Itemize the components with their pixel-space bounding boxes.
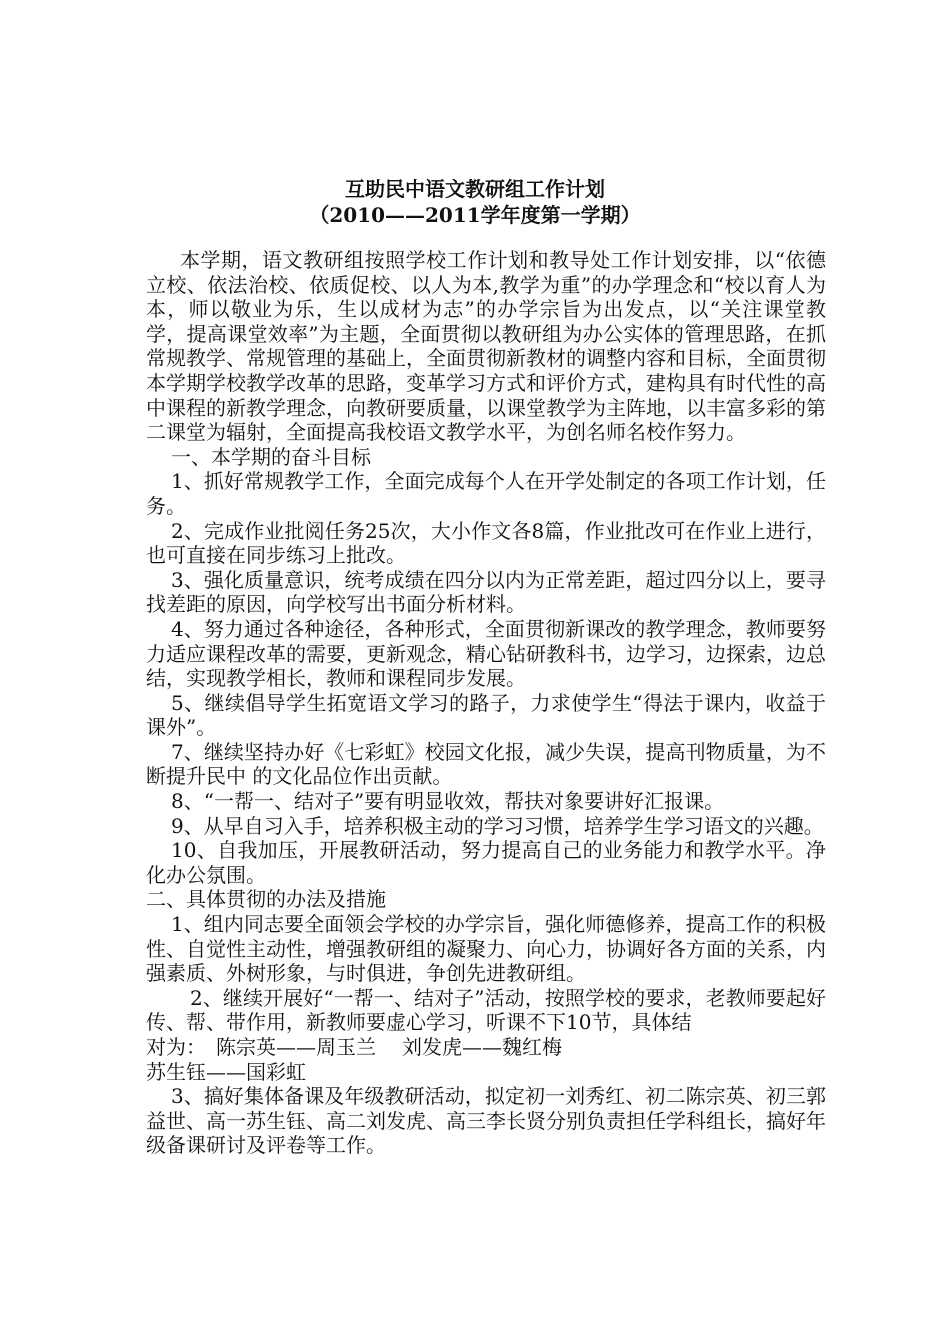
pair-item: 苏生钰——国彩虹 [146, 1059, 306, 1084]
document-title: 互助民中语文教研组工作计划 [345, 177, 605, 201]
intro-paragraph: 本学期，语文教研组按照学校工作计划和教导处工作计划安排，以“依德立校、依法治校、依质促校、以人为本,教学为重”的办学理念和“校以育人为本，师以敬业为乐，生以成材为志”的办学宗旨为出发点，以“关注课堂教学，提高课堂效率”为主题，全面贯彻以教研组为办公实体的管理思路，在抓常规教学、常规管理的基础上，全面贯彻新教材的调整内容和目标，全面贯彻本学期学校教学改革的思路，变革学习方式和评价方式，建构具有时代性的高中课程的新教学理念，向教研要质量，以课堂教学为主阵地，以丰富多彩的第二课堂为辐射，全面提高我校语文教学水平，为创名师名校作努力。 [146, 248, 826, 445]
goal-item: 7、继续坚持办好《七彩虹》校园文化报，减少失误，提高刊物质量，为不断提升民中 的文化品位作出贡献。 [146, 739, 826, 789]
measure-item: 3、搞好集体备课及年级教研活动，拟定初一刘秀红、初二陈宗英、初三郭益世、高一苏生钰、高二刘发虎、高三李长贤分别负责担任学科组长，搞好年级备课研讨及评卷等工作。 [146, 1084, 826, 1158]
pair-item: 刘发虎——魏红梅 [402, 1035, 562, 1059]
goal-item: 5、继续倡导学生拓宽语文学习的路子，力求使学生“得法于课内，收益于课外”。 [146, 690, 826, 740]
goal-item: 1、抓好常规教学工作，全面完成每个人在开学处制定的各项工作计划，任务。 [146, 469, 826, 518]
goal-item: 9、从早自习入手，培养积极主动的学习习惯，培养学生学习语文的兴趣。 [171, 813, 824, 838]
section-heading-measures: 二、具体贯彻的办法及措施 [146, 887, 386, 912]
document-body [146, 248, 826, 1158]
goal-item: 3、强化质量意识，统考成绩在四分以内为正常差距，超过四分以上，要寻找差距的原因，向学校写出书面分析材料。 [146, 567, 826, 617]
goal-item: 8、“一帮一、结对子”要有明显收效，帮扶对象要讲好汇报课。 [171, 789, 725, 814]
measure-item: 2、继续开展好“一帮一、结对子”活动，按照学校的要求，老教师要起好传、帮、带作用，新教师要虚心学习，听课不下10节，具体结 [146, 985, 826, 1035]
goal-item: 4、努力通过各种途径，各种形式，全面贯彻新课改的教学理念，教师要努力适应课程改革的需要，更新观念，精心钻研教科书，边学习，边探索，边总结，实现教学相长，教师和课程同步发展。 [146, 616, 826, 691]
goal-item: 2、完成作业批阅任务25次，大小作文各8篇，作业批改可在作业上进行，也可直接在同步练习上批改。 [146, 518, 826, 568]
pairs-label: 对为： [146, 1035, 206, 1059]
pair-item: 陈宗英——周玉兰 [216, 1035, 376, 1059]
document-subtitle: （2010——2011学年度第一学期） [309, 203, 641, 227]
section-heading-goals: 一、本学期的奋斗目标 [171, 444, 371, 469]
goal-item: 10、自我加压，开展教研活动，努力提高自己的业务能力和教学水平。净化办公氛围。 [146, 838, 826, 887]
pairs-line [146, 1060, 826, 1085]
measure-item: 1、组内同志要全面领会学校的办学宗旨，强化师德修养，提高工作的积极性、自觉性主动性，增强教研组的凝聚力、向心力，协调好各方面的关系，内强素质、外树形象，与时俱进，争创先进教研组。 [146, 912, 826, 986]
pairs-line [146, 1035, 826, 1060]
